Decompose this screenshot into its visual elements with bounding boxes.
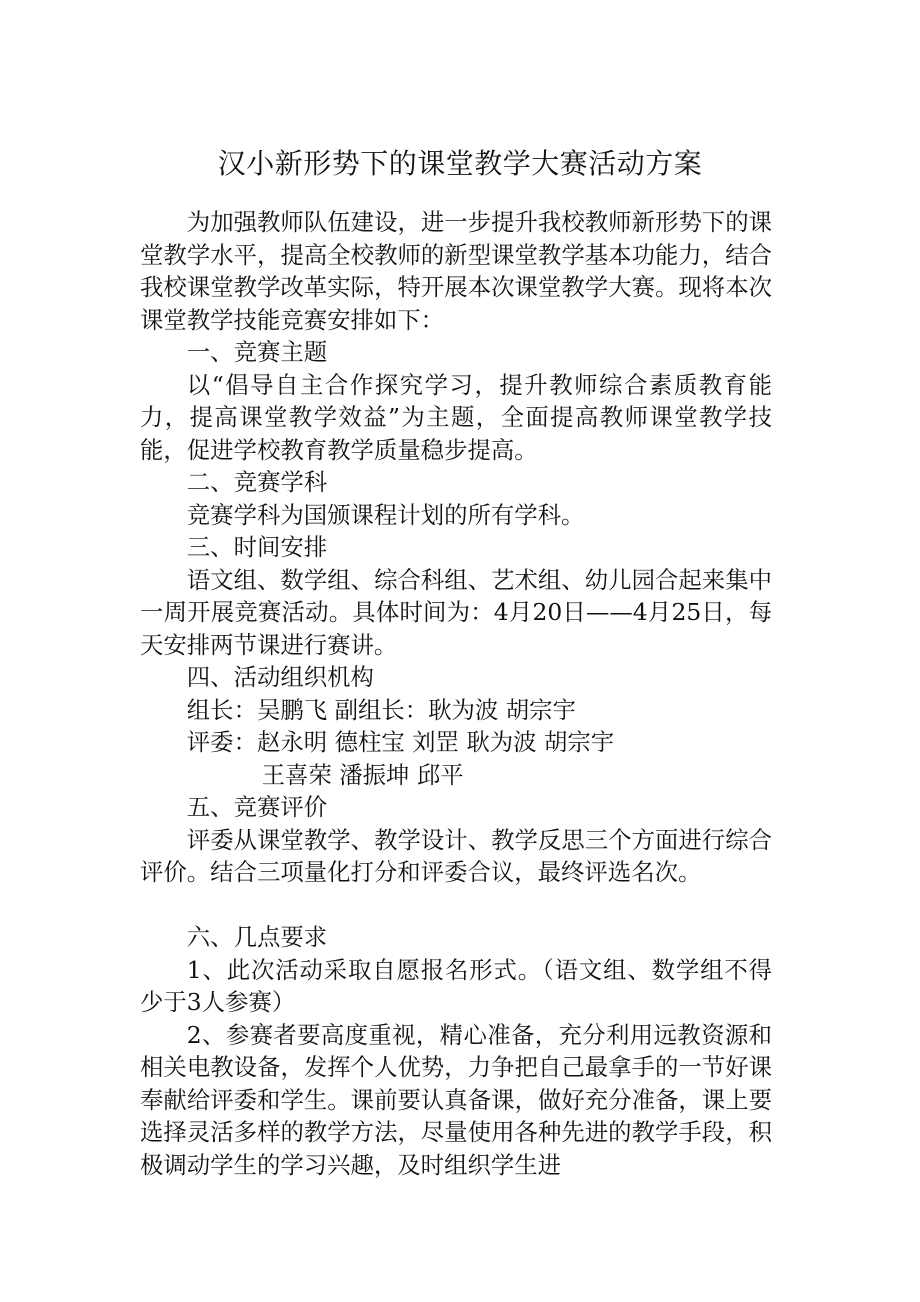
requirement-item-1: 1、此次活动采取自愿报名形式。（语文组、数学组不得少于3人参赛）: [140, 955, 772, 1016]
section-heading-subjects: 二、竞赛学科: [186, 468, 328, 496]
section-heading-organization: 四、活动组织机构: [186, 663, 374, 691]
section-heading-requirements: 六、几点要求: [186, 923, 328, 951]
organization-judges-continued: 王喜荣 潘振坤 邱平: [261, 760, 464, 789]
intro-paragraph: 为加强教师队伍建设，进一步提升我校教师新形势下的课堂教学水平，提高全校教师的新型课堂教学基本功能力，结合我校课堂教学改革实际，特开展本次课堂教学大赛。现将本次课堂教学技能竞赛安排如下：: [140, 208, 772, 334]
section-heading-evaluation: 五、竞赛评价: [186, 793, 328, 821]
section-heading-theme: 一、竞赛主题: [186, 338, 328, 366]
section-text-theme: 以“倡导自主合作探究学习，提升教师综合素质教育能力，提高课堂教学效益”为主题，全面提高教师课堂教学技能，促进学校教育教学质量稳步提高。: [140, 370, 772, 464]
document-title: 汉小新形势下的课堂教学大赛活动方案: [217, 147, 703, 180]
section-text-evaluation: 评委从课堂教学、教学设计、教学反思三个方面进行综合评价。结合三项量化打分和评委合议，最终评选名次。: [140, 825, 772, 886]
organization-leaders: 组长：吴鹏飞 副组长：耿为波 胡宗宇: [186, 695, 576, 724]
section-heading-schedule: 三、时间安排: [186, 533, 328, 561]
requirement-item-2: 2、参赛者要高度重视，精心准备，充分利用远教资源和相关电教设备，发挥个人优势，力争把自己最拿手的一节好课奉献给评委和学生。课前要认真备课，做好充分准备，课上要选择灵活多样的教学方法，尽量使用各种先进的教学手段，积极调动学生的学习兴趣，及时组织学生进: [140, 1020, 772, 1179]
section-text-schedule: 语文组、数学组、综合科组、艺术组、幼儿园合起来集中一周开展竞赛活动。具体时间为：4月20日——4月25日，每天安排两节课进行赛讲。: [140, 565, 772, 659]
document-body: [140, 206, 772, 1181]
organization-judges: 评委：赵永明 德柱宝 刘罡 耿为波 胡宗宇: [186, 728, 615, 756]
paragraph-gap: [140, 889, 772, 922]
section-text-subjects: 竞赛学科为国颁课程计划的所有学科。: [186, 500, 585, 529]
